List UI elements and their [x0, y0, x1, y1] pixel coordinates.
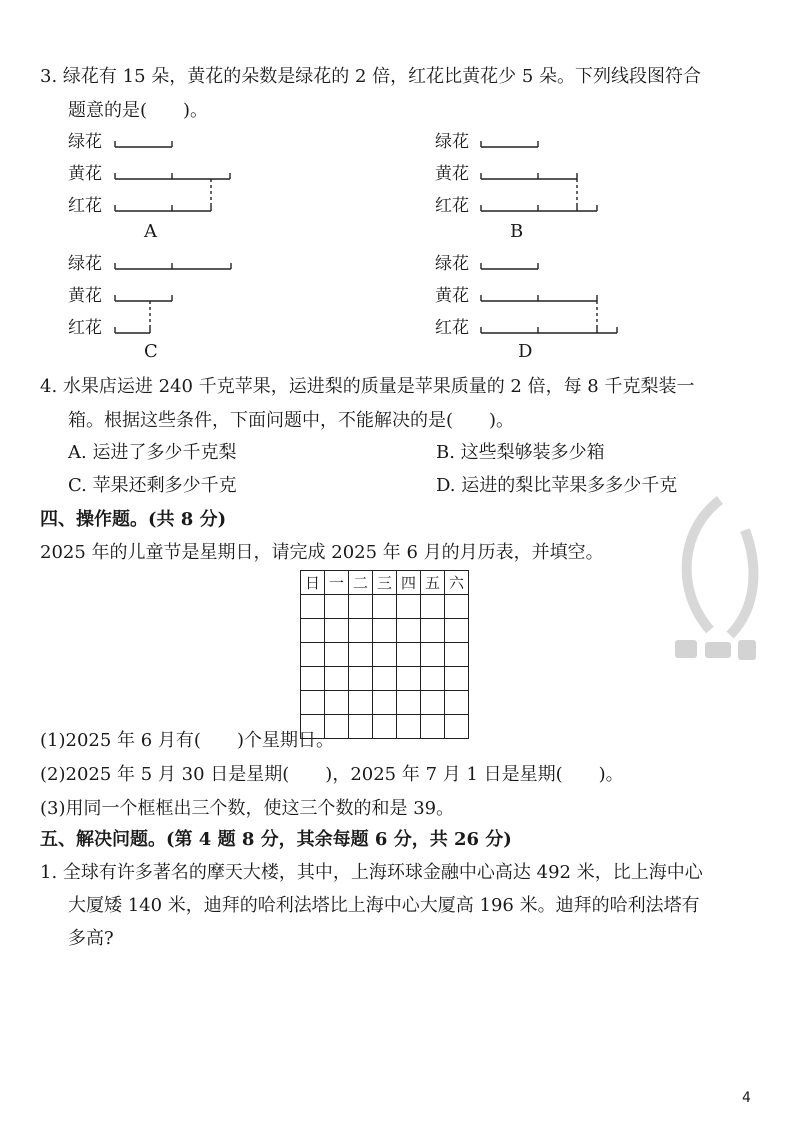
calendar-cell[interactable] [445, 715, 469, 739]
label-red-d: 红花 [435, 318, 469, 338]
calendar-cell[interactable] [325, 643, 349, 667]
calendar-cell[interactable] [421, 667, 445, 691]
diagram-b [481, 141, 597, 211]
calendar-cell[interactable] [301, 691, 325, 715]
q4-choice-d: D. 运进的梨比苹果多多少千克 [436, 475, 678, 496]
calendar-cell[interactable] [445, 643, 469, 667]
calendar-cell[interactable] [325, 619, 349, 643]
q4-choice-a: A. 运进了多少千克梨 [68, 442, 237, 463]
weekday-sun: 日 [301, 571, 325, 595]
calendar-cell[interactable] [373, 715, 397, 739]
weekday-tue: 二 [349, 571, 373, 595]
weekday-sat: 六 [445, 571, 469, 595]
calendar-row [301, 619, 469, 643]
calendar-cell[interactable] [445, 667, 469, 691]
calendar-cell[interactable] [349, 643, 373, 667]
q3-line2: 题意的是( )。 [68, 100, 209, 121]
calendar-cell[interactable] [397, 619, 421, 643]
calendar-cell[interactable] [349, 667, 373, 691]
calendar-cell[interactable] [373, 643, 397, 667]
calendar-row [301, 667, 469, 691]
section4-intro: 2025 年的儿童节是星期日，请完成 2025 年 6 月的月历表，并填空。 [40, 542, 604, 563]
section5-q1-line3: 多高? [68, 928, 114, 949]
label-red-c: 红花 [68, 318, 102, 338]
calendar-header-row [301, 571, 469, 595]
calendar-cell[interactable] [397, 643, 421, 667]
calendar-cell[interactable] [421, 691, 445, 715]
q4-line1: 4. 水果店运进 240 千克苹果，运进梨的质量是苹果质量的 2 倍，每 8 千克梨装一 [40, 376, 695, 397]
calendar-cell[interactable] [349, 595, 373, 619]
option-a-label: A [144, 221, 157, 242]
calendar-cell[interactable] [397, 667, 421, 691]
calendar-cell[interactable] [421, 595, 445, 619]
section4-title: 四、操作题。(共 8 分) [40, 509, 227, 530]
calendar-cell[interactable] [421, 619, 445, 643]
calendar-cell[interactable] [349, 691, 373, 715]
calendar-row [301, 643, 469, 667]
diagram-c [115, 263, 231, 333]
section4-item3: (3)用同一个框框出三个数，使这三个数的和是 39。 [40, 798, 455, 819]
q3-line1: 3. 绿花有 15 朵，黄花的朵数是绿花的 2 倍，红花比黄花少 5 朵。下列线段图符合 [40, 66, 702, 87]
label-red-a: 红花 [68, 196, 102, 216]
page-number: 4 [742, 1090, 751, 1106]
calendar-row [301, 691, 469, 715]
weekday-fri: 五 [421, 571, 445, 595]
calendar-cell[interactable] [445, 691, 469, 715]
section5-q1-line2: 大厦矮 140 米，迪拜的哈利法塔比上海中心大厦高 196 米。迪拜的哈利法塔有 [68, 895, 700, 916]
label-yellow-c: 黄花 [68, 286, 102, 306]
section5-q1-line1: 1. 全球有许多著名的摩天大楼，其中，上海环球金融中心高达 492 米，比上海中心 [40, 862, 703, 883]
label-yellow-a: 黄花 [68, 164, 102, 184]
calendar-cell[interactable] [397, 595, 421, 619]
calendar-cell[interactable] [445, 619, 469, 643]
label-green-c: 绿花 [68, 254, 102, 274]
segment-diagrams [0, 0, 800, 380]
calendar-cell[interactable] [325, 595, 349, 619]
diagram-a [115, 141, 230, 211]
label-green-d: 绿花 [435, 254, 469, 274]
calendar-cell[interactable] [397, 691, 421, 715]
watermark-stamp [650, 470, 770, 690]
label-green-b: 绿花 [435, 132, 469, 152]
label-yellow-d: 黄花 [435, 286, 469, 306]
calendar-cell[interactable] [373, 619, 397, 643]
calendar-cell[interactable] [301, 619, 325, 643]
option-d-label: D [518, 341, 533, 362]
section4-item1: (1)2025 年 6 月有( )个星期日。 [40, 730, 334, 751]
calendar-cell[interactable] [373, 595, 397, 619]
calendar-table [300, 570, 469, 739]
calendar-cell[interactable] [301, 667, 325, 691]
calendar-cell[interactable] [421, 643, 445, 667]
calendar-cell[interactable] [325, 667, 349, 691]
weekday-mon: 一 [325, 571, 349, 595]
calendar-cell[interactable] [349, 715, 373, 739]
calendar-cell[interactable] [421, 715, 445, 739]
q4-choice-b: B. 这些梨够装多少箱 [436, 442, 605, 463]
option-c-label: C [144, 341, 158, 362]
section4-item2: (2)2025 年 5 月 30 日是星期( )，2025 年 7 月 1 日是星期( )。 [40, 764, 624, 785]
calendar-cell[interactable] [373, 667, 397, 691]
q4-line2: 箱。根据这些条件，下面问题中，不能解决的是( )。 [68, 410, 515, 431]
calendar-row [301, 595, 469, 619]
weekday-wed: 三 [373, 571, 397, 595]
calendar-cell[interactable] [397, 715, 421, 739]
calendar-cell[interactable] [373, 691, 397, 715]
label-green-a: 绿花 [68, 132, 102, 152]
q4-choice-c: C. 苹果还剩多少千克 [68, 475, 237, 496]
calendar-cell[interactable] [349, 619, 373, 643]
weekday-thu: 四 [397, 571, 421, 595]
calendar-cell[interactable] [301, 643, 325, 667]
diagram-d [481, 263, 617, 333]
label-red-b: 红花 [435, 196, 469, 216]
section5-title: 五、解决问题。(第 4 题 8 分，其余每题 6 分，共 26 分) [40, 829, 512, 850]
calendar-cell[interactable] [445, 595, 469, 619]
calendar-cell[interactable] [325, 691, 349, 715]
label-yellow-b: 黄花 [435, 164, 469, 184]
option-b-label: B [510, 221, 524, 242]
calendar-cell[interactable] [301, 595, 325, 619]
